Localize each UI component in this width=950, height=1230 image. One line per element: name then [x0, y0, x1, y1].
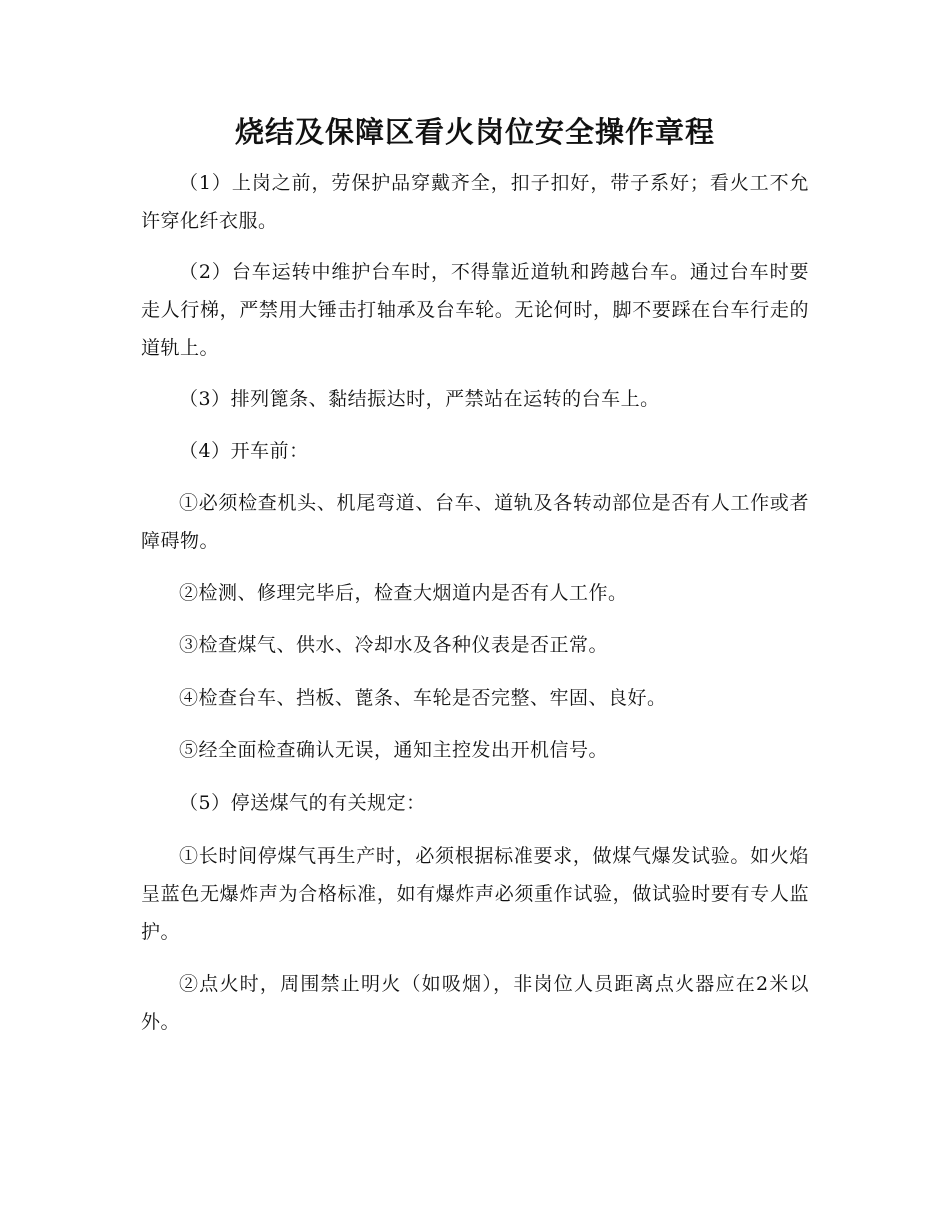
paragraph-10: （5）停送煤气的有关规定： [179, 792, 426, 814]
paragraph-2: （2）台车运转中维护台车时，不得靠近道轨和跨越台车。通过台车时要走人行梯，严禁用大锤击打轴承及台车轮。无论何时，脚不要踩在台车行走的道轨上。 [141, 261, 809, 359]
paragraph-1: （1）上岗之前，劳保护品穿戴齐全，扣子扣好，带子系好；看火工不允许穿化纤衣服。 [141, 172, 809, 232]
paragraph-6: ②检测、修理完毕后，检查大烟道内是否有人工作。 [179, 582, 628, 604]
paragraph-8: ④检查台车、挡板、蓖条、车轮是否完整、牢固、良好。 [179, 687, 667, 709]
paragraph-9: ⑤经全面检查确认无误，通知主控发出开机信号。 [179, 739, 609, 761]
paragraph-4: （4）开车前： [179, 440, 309, 462]
paragraph-3: （3）排列篦条、黏结振达时，严禁站在运转的台车上。 [179, 388, 660, 410]
paragraph-5: ①必须检查机头、机尾弯道、台车、道轨及各转动部位是否有人工作或者障碍物。 [141, 492, 809, 552]
paragraph-11: ①长时间停煤气再生产时，必须根据标准要求，做煤气爆发试验。如火焰呈蓝色无爆炸声为合格标准，如有爆炸声必须重作试验，做试验时要有专人监护。 [141, 845, 809, 943]
document-title: 烧结及保障区看火岗位安全操作章程 [234, 115, 715, 149]
paragraph-7: ③检查煤气、供水、冷却水及各种仪表是否正常。 [179, 634, 609, 656]
paragraph-12: ②点火时，周围禁止明火（如吸烟），非岗位人员距离点火器应在2米以外。 [141, 973, 809, 1033]
